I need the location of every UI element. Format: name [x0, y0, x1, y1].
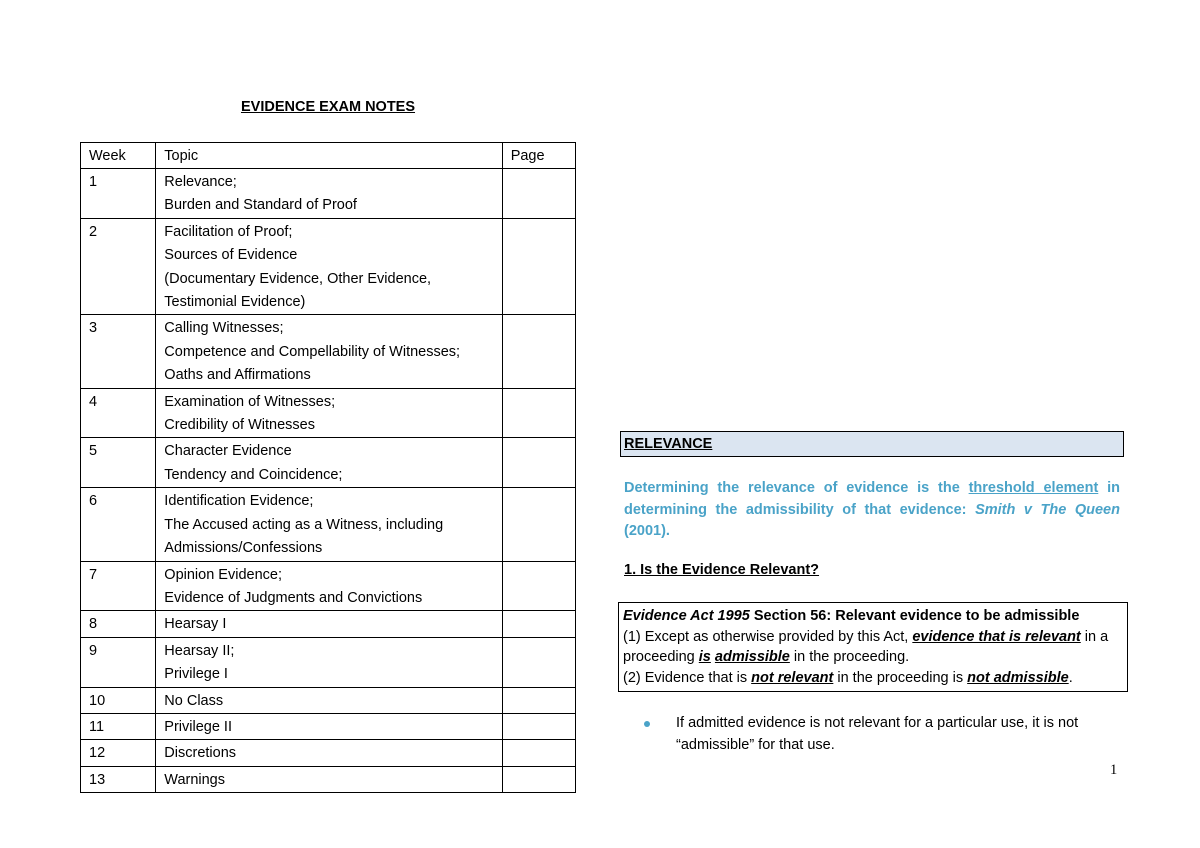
- page-number: 1: [1110, 762, 1118, 778]
- bullet-item: [652, 712, 1122, 756]
- subheading-is-evidence-relevant: 1. Is the Evidence Relevant?: [624, 562, 820, 578]
- statute-text: in the proceeding.: [789, 649, 910, 665]
- statute-text: (2) Evidence that is: [623, 669, 752, 686]
- topic-line: Warnings: [164, 771, 226, 788]
- topic-cell: [156, 611, 502, 637]
- topic-line: Privilege I: [164, 666, 228, 683]
- topic-cell: [156, 766, 502, 792]
- week-cell: 12: [81, 740, 156, 766]
- statute-emphasis: admissible: [714, 649, 790, 665]
- page-cell: [502, 740, 575, 766]
- intro-text: Determining the relevance of evidence is the: [624, 480, 969, 496]
- table-row: [81, 438, 576, 488]
- topic-line: Privilege II: [164, 718, 232, 735]
- table-row: [81, 169, 576, 219]
- topic-cell: [156, 388, 502, 438]
- topic-line: Evidence of Judgments and Convictions: [164, 589, 423, 606]
- topic-cell: [156, 438, 502, 488]
- header-topic: Topic: [156, 143, 502, 169]
- topic-line: No Class: [164, 692, 224, 709]
- statute-text: .: [1068, 669, 1073, 686]
- table-row: [81, 561, 576, 611]
- statute-text: in the proceeding is: [833, 669, 968, 686]
- act-name: Evidence Act 1995: [623, 608, 750, 624]
- page-cell: [502, 438, 575, 488]
- topic-line: Hearsay II;: [164, 642, 235, 659]
- table-row: [81, 713, 576, 739]
- topic-cell: [156, 169, 502, 219]
- table-row: [81, 218, 576, 315]
- statute-emphasis: not admissible: [967, 669, 1069, 686]
- table-row: [81, 488, 576, 561]
- statute-emphasis: evidence that is relevant: [912, 628, 1081, 645]
- week-cell: 13: [81, 766, 156, 792]
- statute-emphasis: is: [698, 649, 711, 665]
- topic-line: Tendency and Coincidence;: [164, 466, 343, 483]
- topic-cell: [156, 687, 502, 713]
- week-cell: 1: [81, 169, 156, 219]
- page-cell: [502, 687, 575, 713]
- topic-line: Discretions: [164, 745, 237, 762]
- topic-line: Character Evidence: [164, 443, 292, 460]
- week-cell: 2: [81, 218, 156, 315]
- week-cell: 6: [81, 488, 156, 561]
- week-cell: 7: [81, 561, 156, 611]
- topic-cell: [156, 740, 502, 766]
- page-cell: [502, 637, 575, 687]
- page-cell: [502, 218, 575, 315]
- topic-line: Competence and Compellability of Witnesses;: [164, 343, 461, 360]
- week-cell: 8: [81, 611, 156, 637]
- topic-line: Relevance;: [164, 174, 237, 190]
- statute-text: (1) Except as otherwise provided by this Act,: [623, 628, 913, 645]
- table-body: [81, 169, 576, 793]
- topic-line: The Accused acting as a Witness, including: [164, 516, 444, 533]
- week-cell: 3: [81, 315, 156, 388]
- statute-subsection-1: [623, 627, 1123, 668]
- topic-cell: [156, 218, 502, 315]
- page-title: EVIDENCE EXAM NOTES: [240, 99, 416, 115]
- table-row: [81, 766, 576, 792]
- table-row: [81, 315, 576, 388]
- header-week: Week: [81, 143, 156, 169]
- topic-line: Credibility of Witnesses: [164, 417, 315, 434]
- week-cell: 9: [81, 637, 156, 687]
- header-page: Page: [502, 143, 575, 169]
- topic-line: Testimonial Evidence): [164, 294, 306, 311]
- topic-line: Examination of Witnesses;: [164, 393, 336, 410]
- topics-table: [80, 142, 576, 793]
- topic-line: Identification Evidence;: [164, 493, 314, 510]
- page-cell: [502, 388, 575, 438]
- page-cell: [502, 766, 575, 792]
- table-row: [81, 611, 576, 637]
- section-heading-relevance: RELEVANCE: [620, 431, 1124, 457]
- bullet-dot-icon: [644, 721, 650, 727]
- page-cell: [502, 169, 575, 219]
- table-row: [81, 687, 576, 713]
- statute-subsection-2: [623, 668, 1123, 689]
- topic-cell: [156, 315, 502, 388]
- topic-line: Facilitation of Proof;: [164, 223, 293, 240]
- bullet-text: If admitted evidence is not relevant for a particular use, it is not “admissible” for that use.: [676, 715, 1079, 753]
- intro-paragraph: [624, 478, 1120, 543]
- week-cell: 5: [81, 438, 156, 488]
- statute-emphasis: not relevant: [751, 669, 834, 686]
- statute-box: [618, 602, 1128, 692]
- week-cell: 4: [81, 388, 156, 438]
- topic-cell: [156, 561, 502, 611]
- table-row: [81, 388, 576, 438]
- topic-cell: [156, 637, 502, 687]
- section-title: Section 56: Relevant evidence to be admissible: [749, 608, 1080, 624]
- topic-line: Burden and Standard of Proof: [164, 197, 357, 214]
- topic-line: (Documentary Evidence, Other Evidence,: [164, 270, 432, 287]
- topic-line: Calling Witnesses;: [164, 320, 284, 337]
- threshold-element-text: threshold element: [968, 480, 1099, 496]
- topic-line: Opinion Evidence;: [164, 566, 282, 583]
- statute-text: in a proceeding: [623, 628, 1109, 665]
- page-cell: [502, 611, 575, 637]
- page-cell: [502, 315, 575, 388]
- table-header-row: [81, 143, 576, 169]
- page-cell: [502, 561, 575, 611]
- table-row: [81, 637, 576, 687]
- topic-line: Hearsay I: [164, 616, 227, 633]
- page-cell: [502, 488, 575, 561]
- topic-line: Oaths and Affirmations: [164, 367, 311, 384]
- topic-line: Admissions/Confessions: [164, 540, 323, 557]
- topic-line: Sources of Evidence: [164, 247, 298, 264]
- case-citation: Smith v The Queen: [975, 501, 1120, 518]
- page-cell: [502, 713, 575, 739]
- intro-text: in determining the admissibility of that evidence:: [624, 480, 1120, 518]
- statute-title: [623, 606, 1123, 627]
- table-row: [81, 740, 576, 766]
- intro-text: (2001).: [624, 523, 670, 539]
- topic-cell: [156, 488, 502, 561]
- topic-cell: [156, 713, 502, 739]
- week-cell: 11: [81, 713, 156, 739]
- week-cell: 10: [81, 687, 156, 713]
